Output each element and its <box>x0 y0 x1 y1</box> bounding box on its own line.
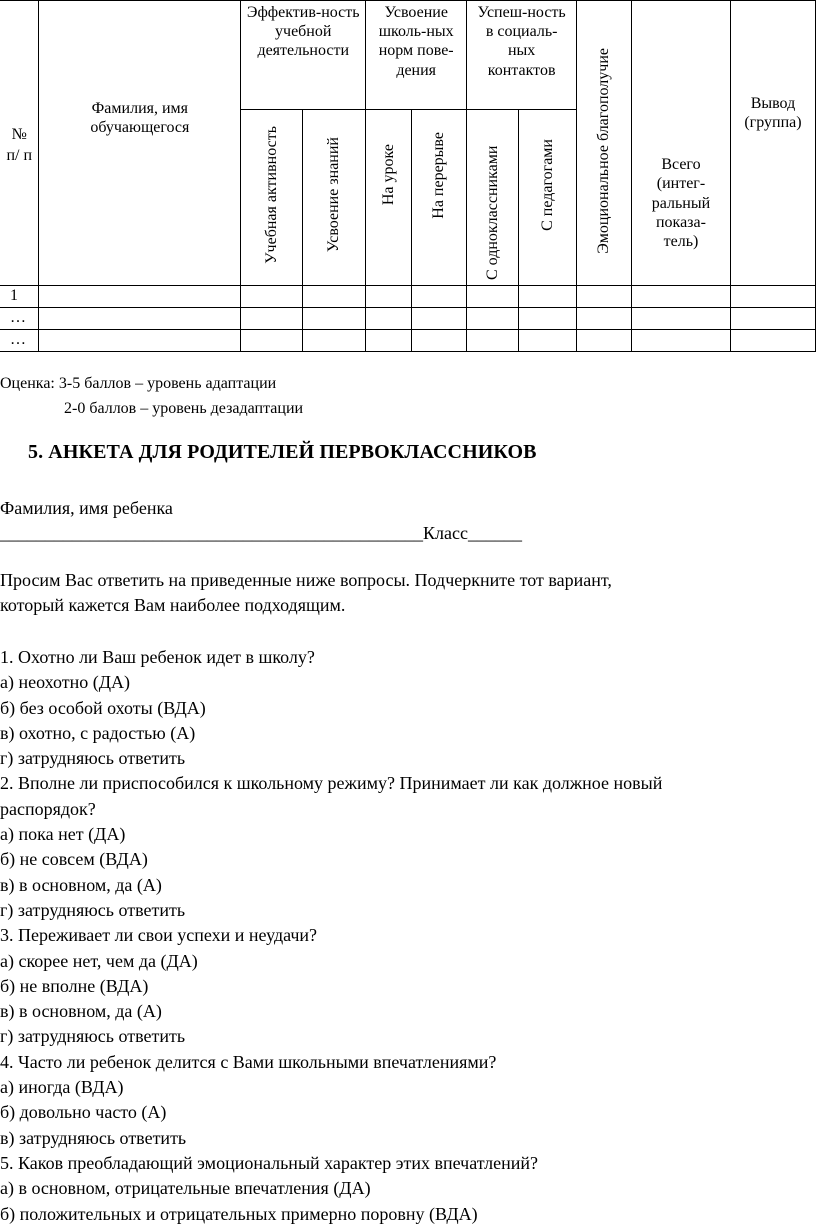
header-number-text: № п/ п <box>6 125 33 165</box>
question-line: г) затрудняюсь ответить <box>0 1026 186 1047</box>
header-group-learning: Эффектив-ность учебной деятельности <box>241 1 366 110</box>
question-line: 3. Переживает ли свои успехи и неудачи? <box>0 925 318 946</box>
section-title: 5. АНКЕТА ДЛЯ РОДИТЕЛЕЙ ПЕРВОКЛАССНИКОВ <box>28 441 537 463</box>
table-row: 1 <box>0 286 816 308</box>
question-line: а) пока нет (ДА) <box>0 824 126 845</box>
subheader-knowledge: Усвоение знаний <box>303 110 366 286</box>
question-line: а) в основном, отрицательные впечатления (ДА) <box>0 1178 371 1199</box>
question-line: а) иногда (ВДА) <box>0 1077 124 1098</box>
question-line: г) затрудняюсь ответить <box>0 748 186 769</box>
subheader-classmates: С одноклассниками <box>467 110 519 286</box>
question-line: б) не совсем (ВДА) <box>0 849 148 870</box>
child-info-block <box>0 496 816 547</box>
header-emotion: Эмоциональное благополучие <box>577 1 632 286</box>
subheader-teachers: С педагогами <box>519 110 577 286</box>
question-line: 2. Вполне ли приспособился к школьному режиму? Принимает ли как должное новый <box>0 773 663 794</box>
header-conclusion: Вывод (группа) <box>730 1 815 286</box>
header-total: Всего (интег-ральный показа-тель) <box>632 1 731 286</box>
table-row: … <box>0 330 816 352</box>
question-line: в) в основном, да (А) <box>0 874 162 895</box>
question-line: б) не вполне (ВДА) <box>0 975 149 996</box>
header-number <box>0 1 39 286</box>
class-line: _______________________________________________Класс______ <box>0 523 522 544</box>
question-line: 1. Охотно ли Ваш ребенок идет в школу? <box>0 647 315 667</box>
child-name-label: Фамилия, имя ребенка <box>0 498 173 518</box>
subheader-activity: Учебная активность <box>241 110 303 286</box>
question-line: в) охотно, с радостью (А) <box>0 722 196 743</box>
question-line: в) затрудняюсь ответить <box>0 1127 187 1148</box>
table-row: … <box>0 308 816 330</box>
header-group-norms: Усвоение школь-ных норм пове-дения <box>366 1 467 110</box>
question-line: г) затрудняюсь ответить <box>0 899 186 920</box>
question-line: б) положительных и отрицательных примерно поровну (ВДА) <box>0 1203 478 1224</box>
header-group-social: Успеш-ность в социаль-ных контактов <box>467 1 577 110</box>
question-line: б) довольно часто (А) <box>0 1102 167 1123</box>
question-line: распорядок? <box>0 798 96 819</box>
subheader-break: На перерыве <box>412 110 467 286</box>
intro-text: Просим Вас ответить на приведенные ниже вопросы. Подчеркните тот вариант, который кажется Вам наиболее подходящим. <box>0 570 612 616</box>
evaluation-table <box>0 0 816 352</box>
header-student-name: Фамилия, имя обучающегося <box>39 1 241 286</box>
question-line: в) в основном, да (А) <box>0 1001 162 1022</box>
subheader-lesson: На уроке <box>366 110 412 286</box>
question-line: 4. Часто ли ребенок делится с Вами школьными впечатлениями? <box>0 1051 497 1072</box>
question-line: а) неохотно (ДА) <box>0 672 130 693</box>
questions-list <box>0 645 816 1227</box>
question-line: б) без особой охоты (ВДА) <box>0 697 206 718</box>
question-line: а) скорее нет, чем да (ДА) <box>0 950 198 971</box>
scoring-note: Оценка: 3-5 баллов – уровень адаптации 2-0 баллов – уровень дезадаптации <box>0 375 304 417</box>
question-line: 5. Каков преобладающий эмоциональный характер этих впечатлений? <box>0 1152 539 1173</box>
